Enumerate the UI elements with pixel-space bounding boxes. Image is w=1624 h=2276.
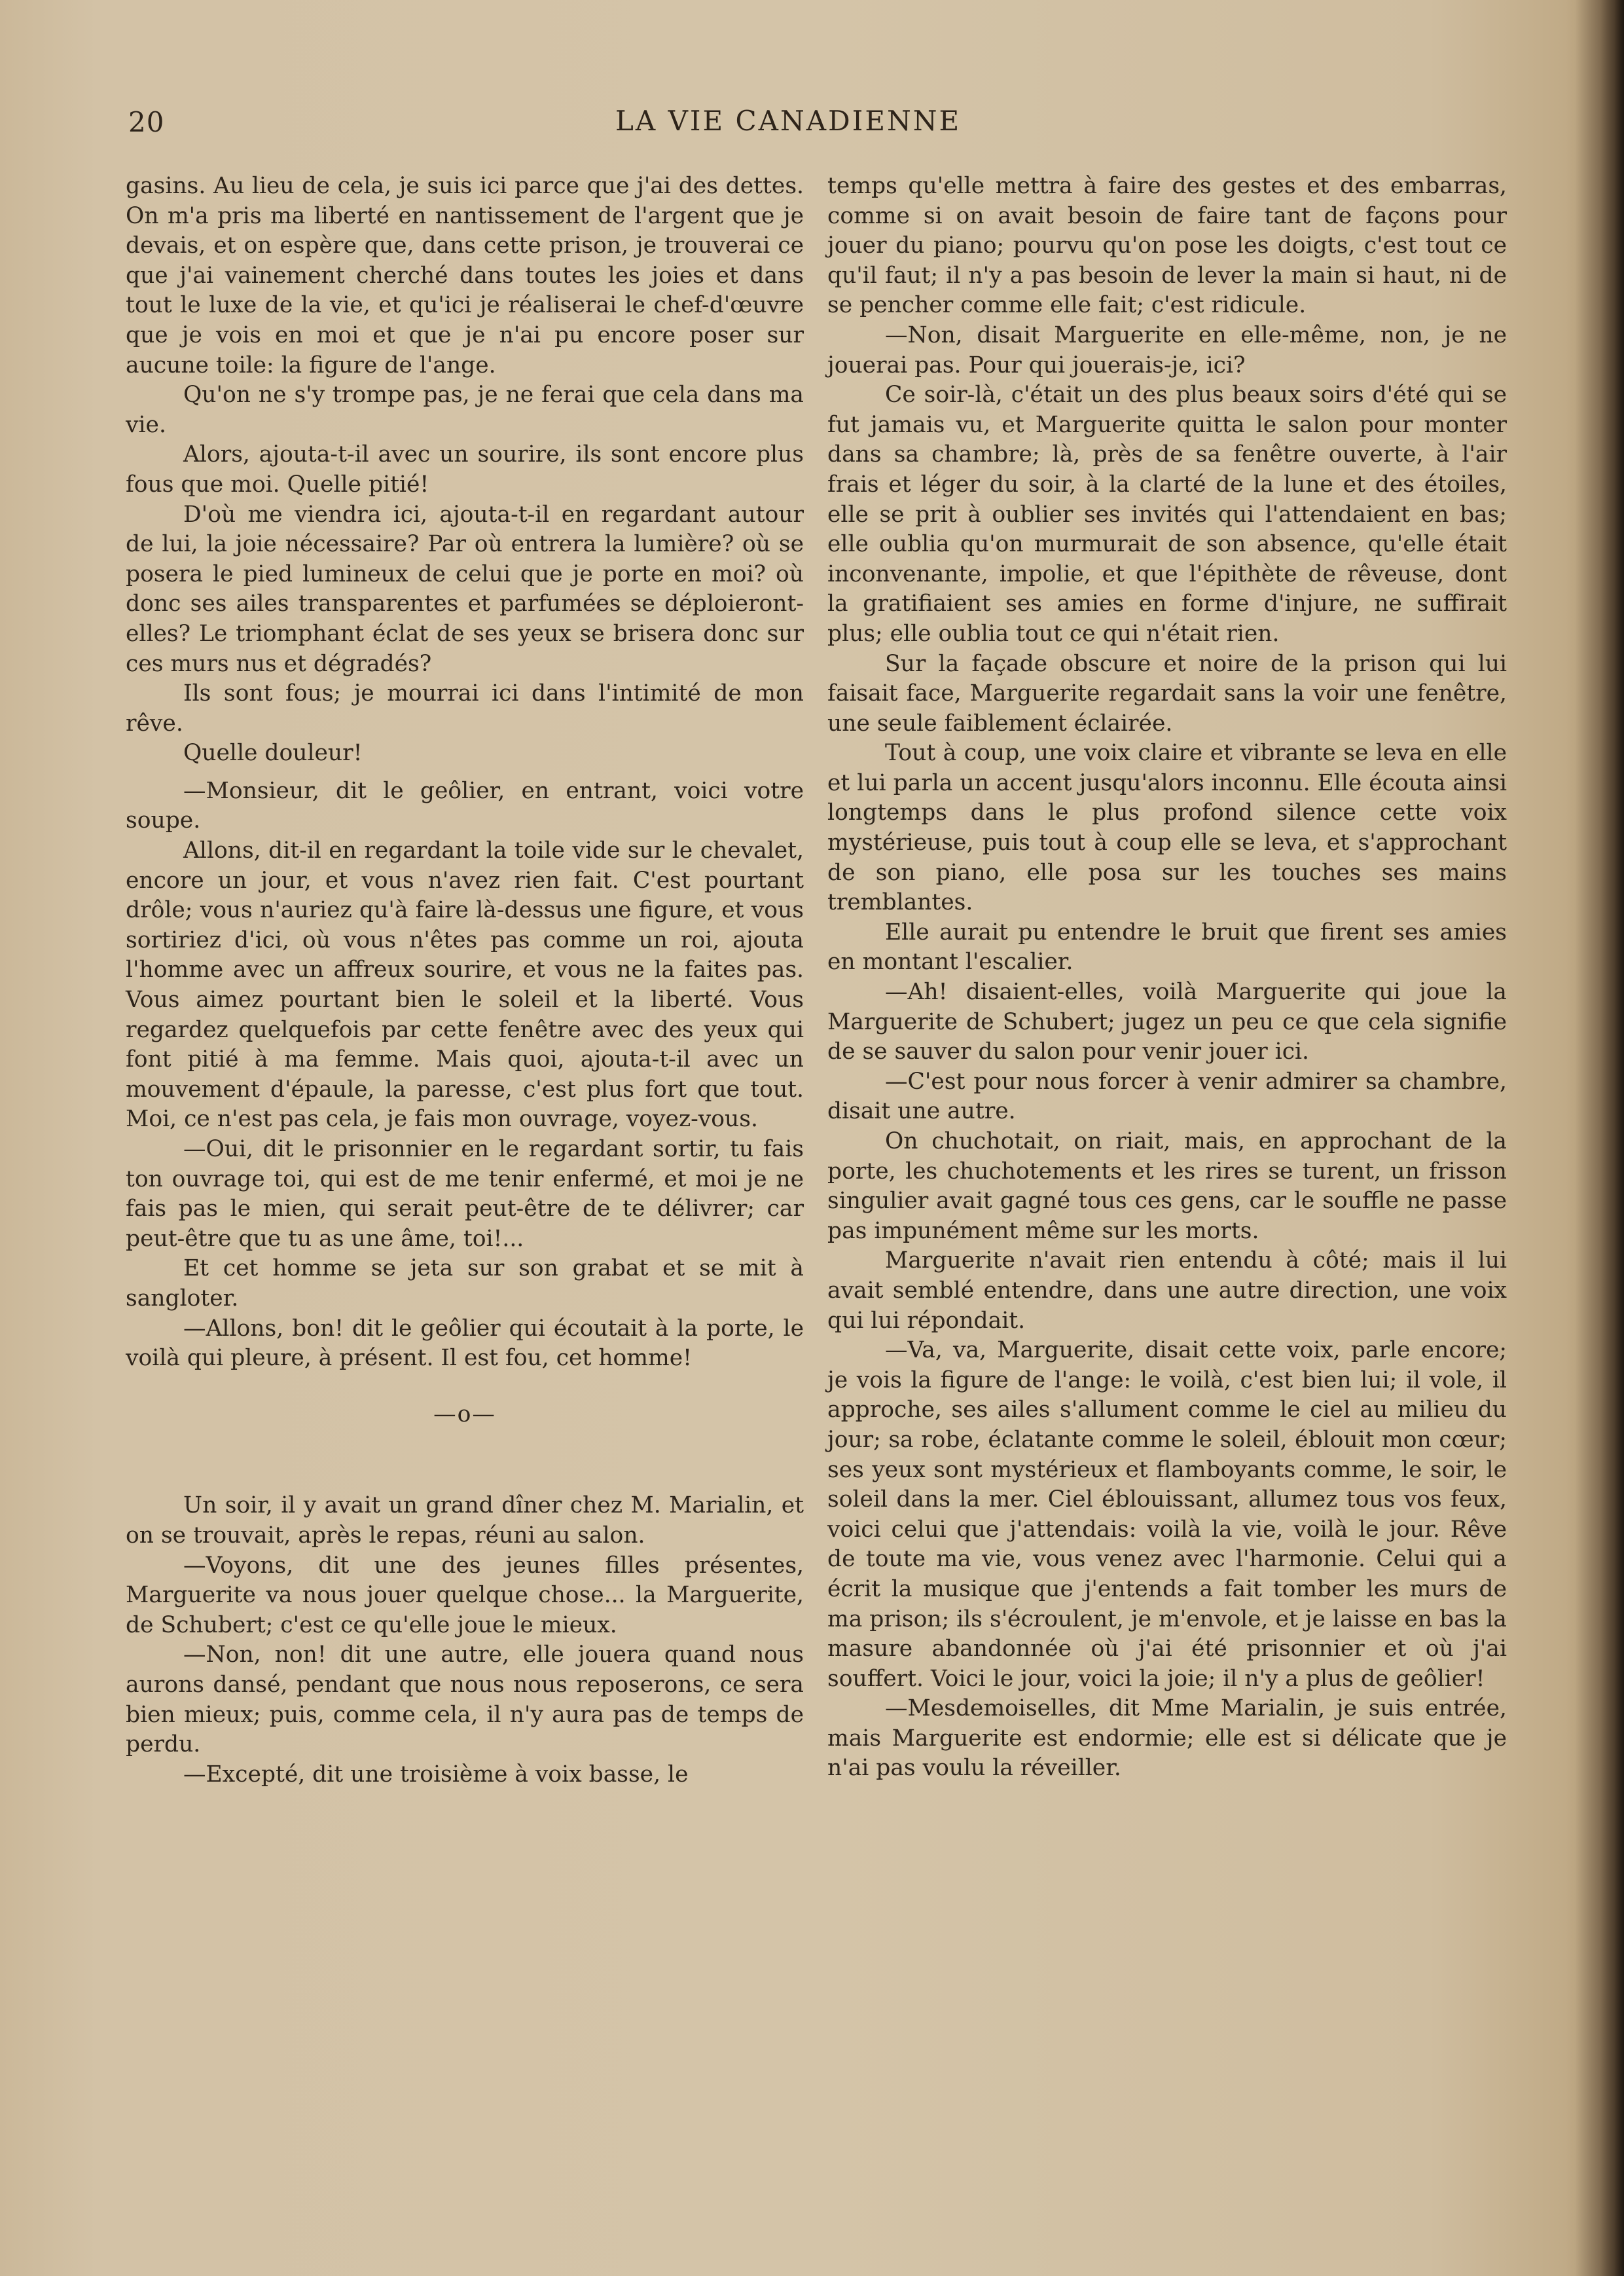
paragraph: Quelle douleur! — [183, 740, 363, 767]
left-column — [126, 172, 804, 1790]
page-edge-shadow — [1565, 0, 1624, 2276]
paragraph: temps qu'elle mettra à faire des gestes et des embarras, comme si on avait besoin de faire tant de façons pour jouer du piano; pourvu qu'on pose les doigts, c'est tout ce qu'il faut; il n'y a pas besoin de lever la main si haut, ni de se pencher comme elle fait; c'est ridicule. — [827, 173, 1507, 319]
paragraph: —Ah! disaient-elles, voilà Marguerite qui joue la Marguerite de Schubert; jugez un peu ce que cela signifie de se sauver du salon pour venir jouer ici. — [827, 979, 1507, 1065]
paragraph: —Voyons, dit une des jeunes filles présentes, Marguerite va nous jouer quelque chose... la Marguerite, de Schubert; c'est ce qu'elle joue le mieux. — [126, 1552, 804, 1638]
paragraph: Qu'on ne s'y trompe pas, je ne ferai que cela dans ma vie. — [126, 382, 804, 438]
paragraph: Ils sont fous; je mourrai ici dans l'intimité de mon rêve. — [126, 680, 804, 737]
section-separator: —o— — [433, 1401, 496, 1427]
paragraph: —Allons, bon! dit le geôlier qui écoutait à la porte, le voilà qui pleure, à présent. Il est fou, cet homme! — [126, 1315, 804, 1372]
running-head: LA VIE CANADIENNE — [615, 105, 962, 137]
paragraph: —Va, va, Marguerite, disait cette voix, parle encore; je vois la figure de l'ange: le voilà, c'est bien lui; il vole, il approche, ses ailes s'allument comme le ciel au milieu du jour; sa robe, éclatante comme le soleil, éblouit mon cœur; ses yeux sont mystérieux et flamboyants comme, le soir, le soleil dans la mer. Ciel éblouissant, allumez tous vos feux, voici celui que j'attendais: voilà la vie, voilà le jour. Rêve de toute ma vie, vous venez avec l'harmonie. Celui qui a écrit la musique que j'entends a fait tomber les murs de ma prison; ils s'écroulent, je m'envole, et je laisse en bas la masure abandonnée où j'ai été prisonnier et où j'ai souffert. Voici le jour, voici la joie; il n'y a plus de geôlier! — [827, 1337, 1507, 1692]
paragraph: —Non, non! dit une autre, elle jouera quand nous aurons dansé, pendant que nous nous reposerons, ce sera bien mieux; puis, comme cela, il n'y aura pas de temps de perdu. — [126, 1642, 804, 1758]
paragraph: Sur la façade obscure et noire de la prison qui lui faisait face, Marguerite regardait sans la voir une fenêtre, une seule faiblement éclairée. — [827, 650, 1507, 737]
paragraph: Un soir, il y avait un grand dîner chez M. Marialin, et on se trouvait, après le repas, réuni au salon. — [126, 1492, 804, 1549]
paragraph: —C'est pour nous forcer à venir admirer sa chambre, disait une autre. — [827, 1068, 1507, 1125]
paragraph: Ce soir-là, c'était un des plus beaux soirs d'été qui se fut jamais vu, et Marguerite quitta le salon pour monter dans sa chambre; là, près de sa fenêtre ouverte, à l'air frais et léger du soir, à la clarté de la lune et des étoiles, elle se prit à oublier ses invités qui l'attendaient en bas; elle oublia qu'on murmurait de son absence, qu'elle était inconvenante, impolie, et que l'épithète de rêveuse, dont la gratifiaient ses amies en forme d'injure, ne suffirait plus; elle oublia tout ce qui n'était rien. — [827, 382, 1507, 647]
paragraph: On chuchotait, on riait, mais, en approchant de la porte, les chuchotements et les rires se turent, un frisson singulier avait gagné tous ces gens, car le souffle ne passe pas impunément même sur les morts. — [827, 1128, 1507, 1244]
paragraph: Et cet homme se jeta sur son grabat et se mit à sangloter. — [126, 1255, 804, 1312]
paragraph: —Oui, dit le prisonnier en le regardant sortir, tu fais ton ouvrage toi, qui est de me tenir enfermé, et moi je ne fais pas le mien, qui serait peut-être de te délivrer; car peut-être que tu as une âme, toi!... — [126, 1136, 804, 1252]
right-column — [827, 172, 1507, 1784]
paragraph: Marguerite n'avait rien entendu à côté; mais il lui avait semblé entendre, dans une autre direction, une voix qui lui répondait. — [827, 1247, 1507, 1334]
paragraph: —Excepté, dit une troisième à voix basse, le — [183, 1761, 689, 1788]
paragraph: Allons, dit-il en regardant la toile vide sur le chevalet, encore un jour, et vous n'avez rien fait. C'est pourtant drôle; vous n'auriez qu'à faire là-dessus une figure, et vous sortiriez d'ici, où vous n'êtes pas comme un roi, ajouta l'homme avec un affreux sourire, et vous ne la faites pas. Vous aimez pourtant bien le soleil et la liberté. Vous regardez quelquefois par cette fenêtre avec des yeux qui font pitié à ma femme. Mais quoi, ajouta-t-il avec un mouvement d'épaule, la paresse, c'est plus fort que tout. Moi, ce n'est pas cela, je fais mon ouvrage, voyez-vous. — [126, 837, 804, 1133]
paragraph: —Non, disait Marguerite en elle-même, non, je ne jouerai pas. Pour qui jouerais-je, ici? — [827, 321, 1507, 378]
paragraph: Elle aurait pu entendre le bruit que firent ses amies en montant l'escalier. — [827, 919, 1507, 976]
paragraph: —Mesdemoiselles, dit Mme Marialin, je suis entrée, mais Marguerite est endormie; elle est si délicate que je n'ai pas voulu la réveiller. — [827, 1695, 1507, 1782]
paragraph: Tout à coup, une voix claire et vibrante se leva en elle et lui parla un accent jusqu'alors inconnu. Elle écouta ainsi longtemps dans le plus profond silence cette voix mystérieuse, puis tout à coup elle se leva, et s'approchant de son piano, elle posa sur les touches ses mains tremblantes. — [827, 740, 1507, 916]
paragraph: Alors, ajouta-t-il avec un sourire, ils sont encore plus fous que moi. Quelle pitié! — [126, 441, 804, 498]
page-number: 20 — [128, 106, 165, 138]
paragraph: —Monsieur, dit le geôlier, en entrant, voici votre soupe. — [126, 777, 804, 834]
paragraph: gasins. Au lieu de cela, je suis ici parce que j'ai des dettes. On m'a pris ma liberté en nantissement de l'argent que je devais, et on espère que, dans cette prison, je trouverai ce que j'ai vainement cherché dans toutes les joies et dans tout le luxe de la vie, et qu'ici je réaliserai le chef-d'œuvre que je vois en moi et que je n'ai pu encore poser sur aucune toile: la figure de l'ange. — [126, 173, 804, 378]
paragraph: D'où me viendra ici, ajouta-t-il en regardant autour de lui, la joie nécessaire? Par où entrera la lumière? où se posera le pied lumineux de celui que je porte en moi? où donc ses ailes transparentes et parfumées se déploieront-elles? Le triomphant éclat de ses yeux se brisera donc sur ces murs nus et dégradés? — [126, 501, 804, 677]
